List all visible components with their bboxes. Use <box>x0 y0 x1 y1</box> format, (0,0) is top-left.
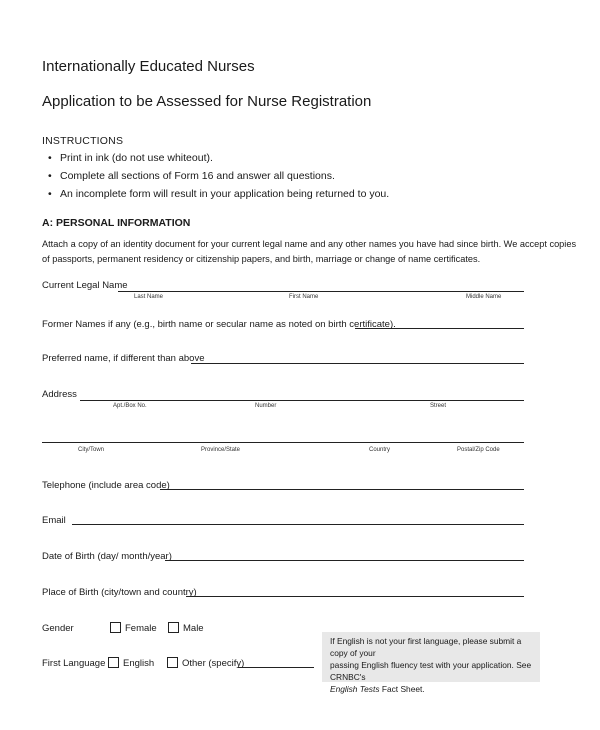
bullet-icon: • <box>48 188 52 200</box>
female-option-label: Female <box>125 623 157 634</box>
first-language-label: First Language <box>42 658 106 669</box>
email-label: Email <box>42 515 66 526</box>
email-field[interactable] <box>72 524 524 525</box>
bullet-icon: • <box>48 152 52 164</box>
male-option-label: Male <box>183 623 204 634</box>
preferred-name-field[interactable] <box>191 363 524 364</box>
other-language-label: Other (specify) <box>182 658 245 669</box>
bullet-icon: • <box>48 170 52 182</box>
city-caption: City/Town <box>78 447 105 453</box>
apt-box-caption: Apt./Box No. <box>113 403 147 409</box>
first-name-caption: First Name <box>289 294 319 300</box>
english-option-label: English <box>123 658 155 669</box>
instruction-item: Complete all sections of Form 16 and answer all questions. <box>60 170 335 182</box>
address-line1-field[interactable] <box>80 400 524 401</box>
dob-field[interactable] <box>165 560 524 561</box>
male-checkbox[interactable] <box>168 622 179 633</box>
pob-field[interactable] <box>186 596 524 597</box>
dob-label: Date of Birth (day/ month/year) <box>42 551 172 562</box>
postal-caption: Postal/Zip Code <box>457 447 500 453</box>
form-subtitle: Application to be Assessed for Nurse Registration <box>42 93 372 110</box>
note-line3-rest: Fact Sheet. <box>379 684 425 694</box>
former-names-field[interactable] <box>355 328 524 329</box>
current-legal-name-field[interactable] <box>118 291 524 292</box>
other-language-field[interactable] <box>238 667 314 668</box>
street-caption: Street <box>430 403 447 409</box>
telephone-label: Telephone (include area code) <box>42 480 170 491</box>
instruction-item: An incomplete form will result in your application being returned to you. <box>60 188 390 200</box>
telephone-field[interactable] <box>160 489 524 490</box>
section-a-heading: A: PERSONAL INFORMATION <box>42 217 191 229</box>
instruction-item: Print in ink (do not use whiteout). <box>60 152 213 164</box>
section-a-intro-line2: of passports, permanent residency or citizenship papers, and birth, marriage or change of name certificates. <box>42 254 481 264</box>
last-name-caption: Last Name <box>134 294 164 300</box>
number-caption: Number <box>255 403 277 409</box>
note-line2: passing English fluency test with your application. See CRNBC's <box>330 660 532 682</box>
gender-label: Gender <box>42 623 74 634</box>
current-legal-name-label: Current Legal Name <box>42 280 128 291</box>
country-caption: Country <box>369 447 391 453</box>
address-label: Address <box>42 389 77 400</box>
section-a-intro-line1: Attach a copy of an identity document for your current legal name and any other names you have had since birth. We accept copies <box>42 239 577 249</box>
instructions-heading: INSTRUCTIONS <box>42 135 124 147</box>
female-checkbox[interactable] <box>110 622 121 633</box>
pob-label: Place of Birth (city/town and country) <box>42 587 197 598</box>
preferred-name-label: Preferred name, if different than above <box>42 353 205 364</box>
other-language-checkbox[interactable] <box>167 657 178 668</box>
former-names-label: Former Names if any (e.g., birth name or secular name as noted on birth certificate). <box>42 319 396 330</box>
note-line1: If English is not your first language, please submit a copy of your <box>330 636 522 658</box>
english-checkbox[interactable] <box>108 657 119 668</box>
form-title: Internationally Educated Nurses <box>42 58 255 75</box>
province-caption: Province/State <box>201 447 241 453</box>
middle-name-caption: Middle Name <box>466 294 502 300</box>
address-line2-field[interactable] <box>42 442 524 443</box>
english-note-box <box>322 632 540 694</box>
note-line3 <box>330 683 540 695</box>
english-tests-link[interactable]: English Tests <box>330 684 380 694</box>
